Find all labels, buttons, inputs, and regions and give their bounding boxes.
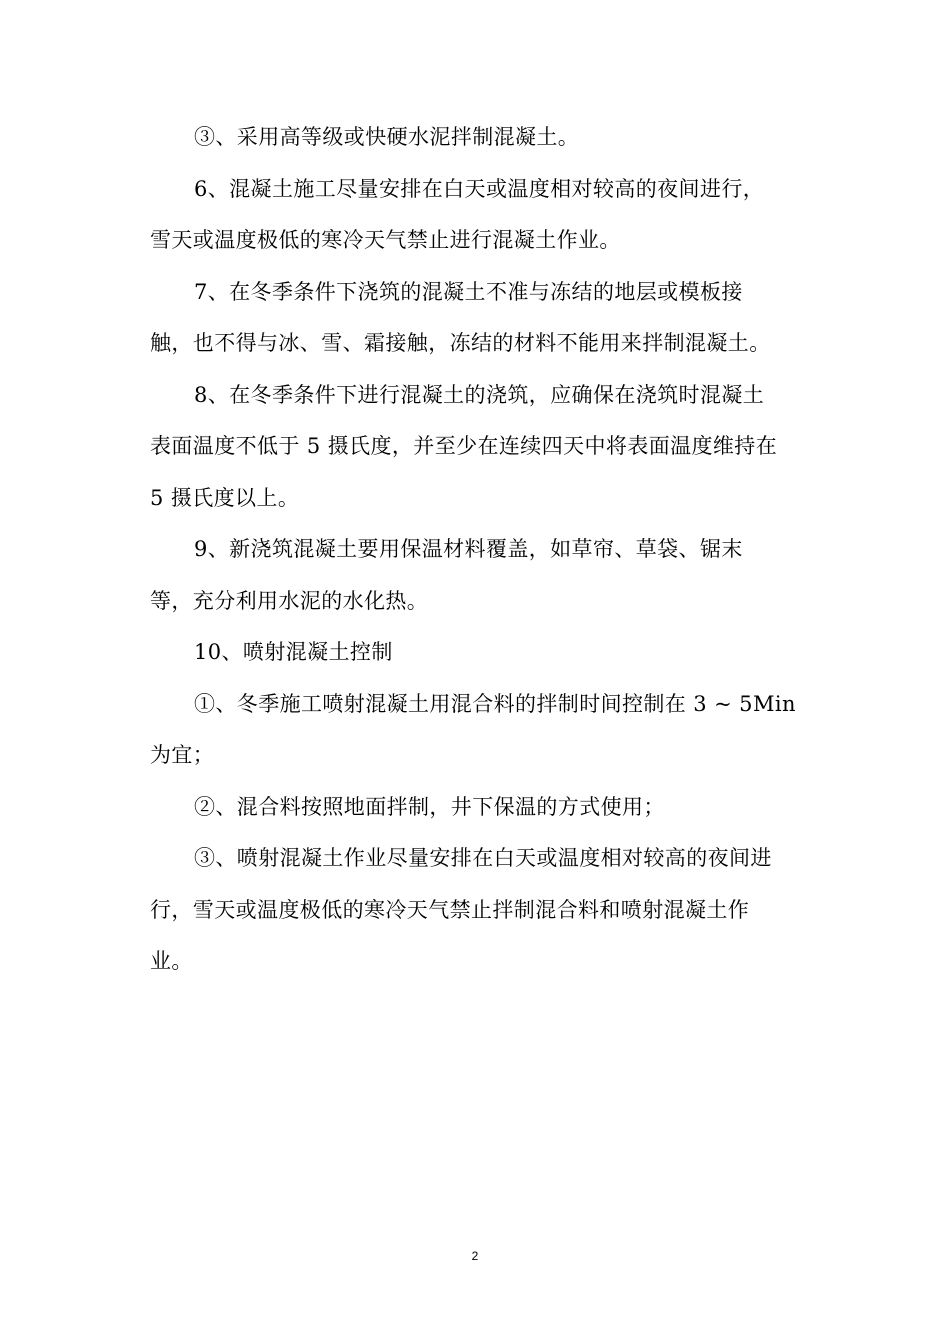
text-line: 等，充分利用水泥的水化热。 xyxy=(150,588,429,613)
text-line: 6、混凝土施工尽量安排在白天或温度相对较高的夜间进行， xyxy=(194,176,765,201)
text-line: 9、新浇筑混凝土要用保温材料覆盖，如草帘、草袋、锯末 xyxy=(194,537,743,561)
text-line: 行，雪天或温度极低的寒冷天气禁止拌制混合料和喷射混凝土作 xyxy=(150,897,750,922)
text-line: ③、喷射混凝土作业尽量安排在白天或温度相对较高的夜间进 xyxy=(194,846,772,870)
text-line: 5 摄氏度以上。 xyxy=(150,485,300,510)
text-line: 8、在冬季条件下进行混凝土的浇筑，应确保在浇筑时混凝土 xyxy=(194,382,765,407)
text-line: 业。 xyxy=(150,949,193,973)
text-line: 触，也不得与冰、雪、霜接触，冻结的材料不能用来拌制混凝土。 xyxy=(150,331,771,355)
document-body xyxy=(150,112,800,988)
text-line: ②、混合料按照地面拌制，井下保温的方式使用； xyxy=(194,794,665,819)
text-line: ③、采用高等级或快硬水泥拌制混凝土。 xyxy=(194,125,580,149)
text-line: 为宜； xyxy=(150,743,215,767)
text-line: 7、在冬季条件下浇筑的混凝土不准与冻结的地层或模板接 xyxy=(194,279,743,304)
body-text xyxy=(150,112,800,988)
text-line: ①、冬季施工喷射混凝土用混合料的拌制时间控制在 3 ~ 5Min xyxy=(194,691,796,716)
text-line: 10、喷射混凝土控制 xyxy=(194,640,393,664)
text-line: 雪天或温度极低的寒冷天气禁止进行混凝土作业。 xyxy=(150,228,621,252)
page-number: 2 xyxy=(471,1249,479,1263)
text-line: 表面温度不低于 5 摄氏度，并至少在连续四天中将表面温度维持在 xyxy=(150,434,778,458)
